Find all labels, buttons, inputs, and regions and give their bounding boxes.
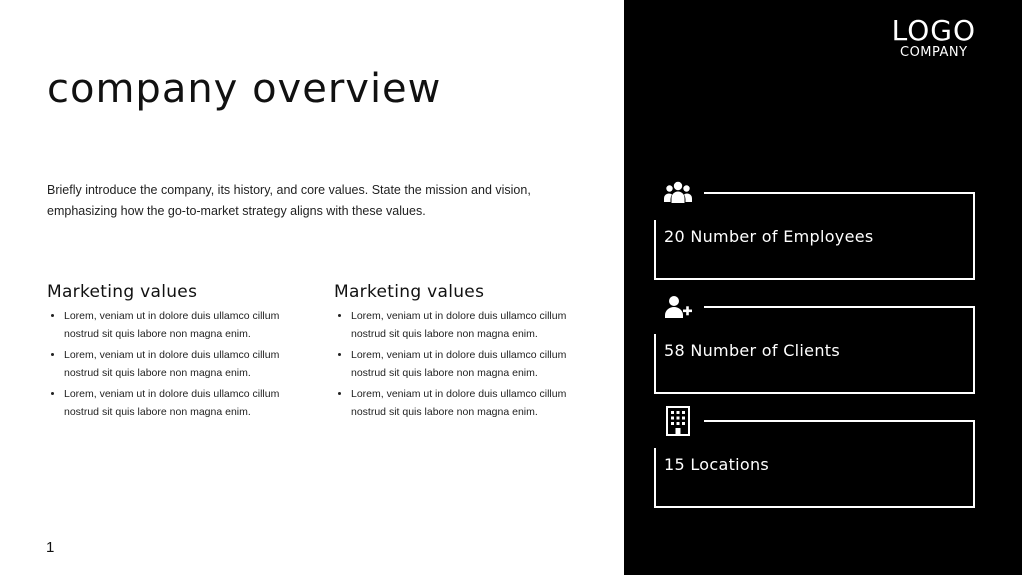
list-item: • Lorem, veniam ut in dolore duis ullamco cillum nostrud sit quis labore non magna enim. (351, 386, 604, 421)
building-icon (663, 406, 693, 436)
values-column-2 (334, 282, 604, 425)
company-logo (892, 16, 976, 60)
column-heading: Marketing values (334, 282, 485, 302)
list-item: • Lorem, veniam ut in dolore duis ullamco cillum nostrud sit quis labore non magna enim. (64, 347, 317, 382)
stat-card-clients (654, 306, 975, 394)
stat-label: 15 Locations (664, 455, 770, 474)
list-item: • Lorem, veniam ut in dolore duis ullamco cillum nostrud sit quis labore non magna enim. (351, 308, 604, 343)
list-item: • Lorem, veniam ut in dolore duis ullamco cillum nostrud sit quis labore non magna enim. (64, 386, 317, 421)
logo-sub-text: COMPANY (900, 45, 968, 60)
logo-main-text: LOGO (891, 14, 976, 47)
page-number: 1 (46, 539, 55, 556)
stat-label: 58 Number of Clients (664, 341, 840, 360)
list-item: • Lorem, veniam ut in dolore duis ullamco cillum nostrud sit quis labore non magna enim. (351, 347, 604, 382)
column-heading: Marketing values (47, 282, 198, 302)
values-column-1 (47, 282, 317, 425)
stat-card-locations (654, 420, 975, 508)
list-item: • Lorem, veniam ut in dolore duis ullamco cillum nostrud sit quis labore non magna enim. (64, 308, 317, 343)
bullet-list (334, 308, 604, 421)
intro-paragraph: Briefly introduce the company, its history, and core values. State the mission and vision, emphasizing how the go-to-market strategy aligns with these values. (47, 183, 531, 218)
bullet-list (47, 308, 317, 421)
stat-card-employees (654, 192, 975, 280)
users-group-icon (663, 178, 693, 208)
stat-label: 20 Number of Employees (664, 227, 874, 246)
user-plus-icon (663, 292, 693, 322)
page-title: company overview (47, 66, 442, 112)
